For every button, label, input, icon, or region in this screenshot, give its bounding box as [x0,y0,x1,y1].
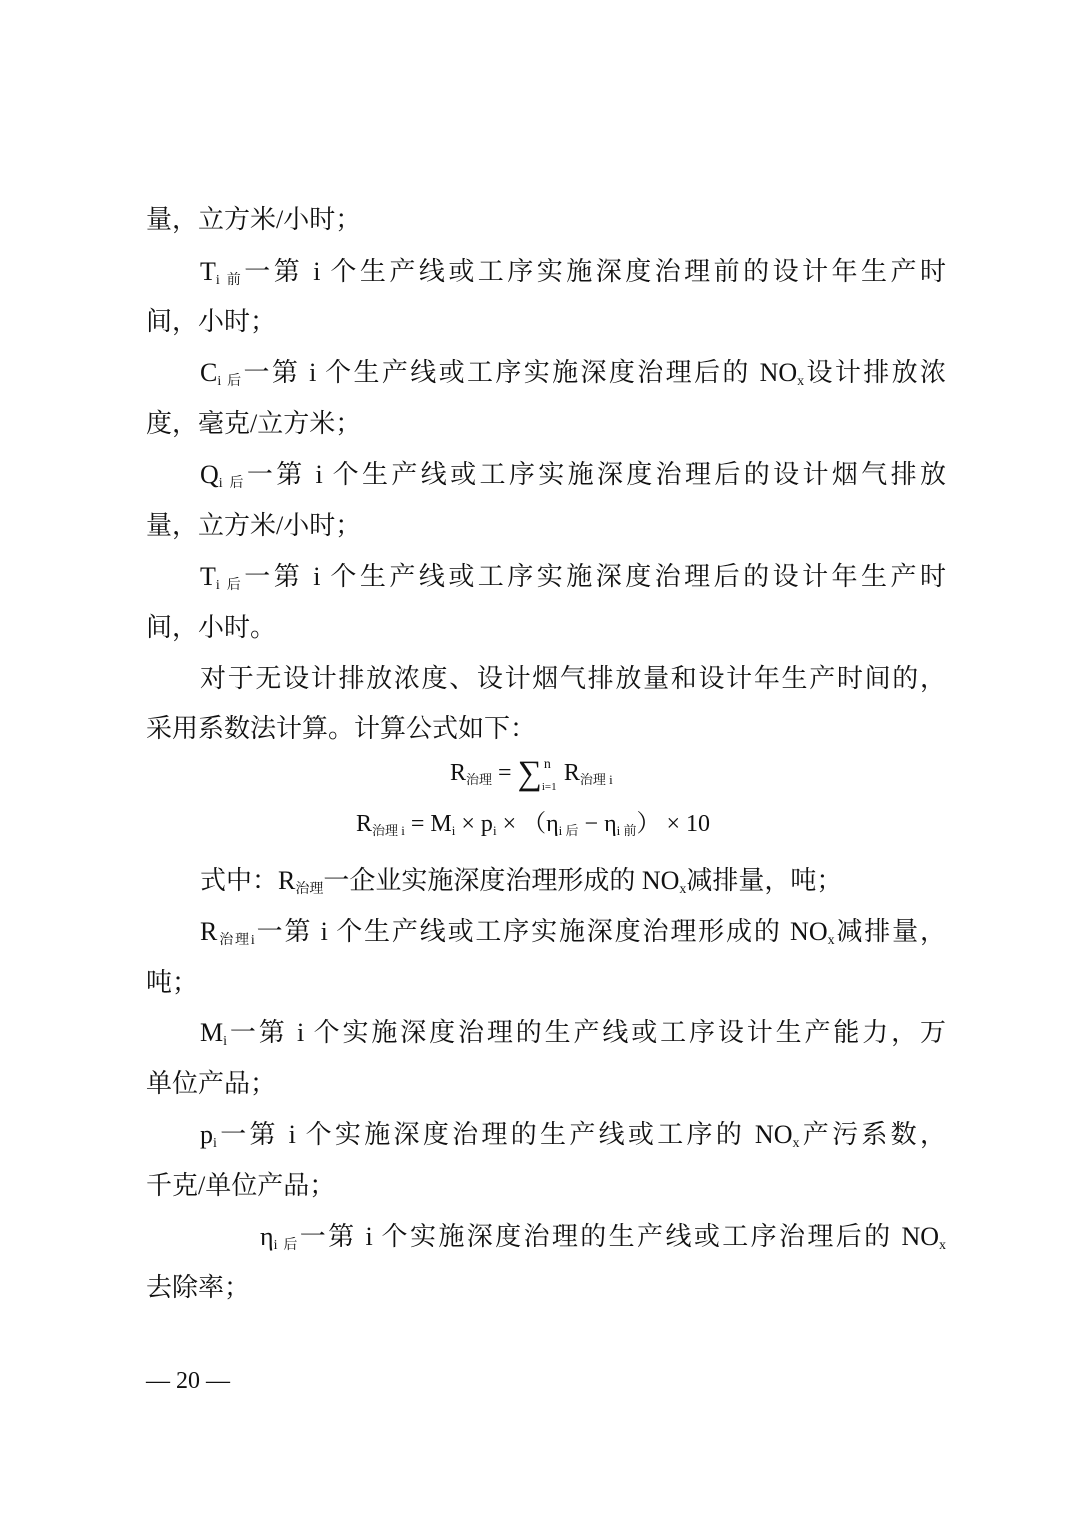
subscript: x [792,1136,800,1151]
text: 一第 i 个实施深度治理的生产线或工序设计生产能力，万 [227,1018,946,1047]
text: 设计排放浓 [804,358,947,387]
text-line [146,203,946,237]
text-line [200,864,946,898]
text-line [200,1118,946,1152]
text: R [450,760,467,786]
text: 一第 i 个生产线或工序实施深度治理后的设计烟气排放 [246,460,947,489]
text: 减排量，吨； [686,866,843,895]
subscript: i 后 [273,1238,300,1253]
text: 一企业实施深度治理形成的 NO [323,866,680,895]
text: − η [578,811,617,837]
subscript: i 后 [217,374,244,389]
text: 量，立方米/小时； [146,205,362,234]
text: 对于无设计排放浓度、设计烟气排放量和设计年生产时间的， [200,664,946,693]
text: × p [455,811,493,837]
text-line [146,1271,946,1305]
subscript: i 后 [218,476,247,491]
text: = [492,760,518,786]
text-line [146,966,946,1000]
subscript: i 后 [215,578,245,593]
text-line [260,1220,946,1254]
text: 采用系数法计算。计算公式如下： [146,714,537,743]
subscript: x [827,933,835,948]
text: R [356,811,373,837]
text: 吨； [146,968,199,997]
text: 间，小时。 [146,613,277,642]
text: p [200,1120,213,1149]
text-line [200,1016,946,1050]
text: 一第 i 个生产线或工序实施深度治理前的设计年生产时 [244,257,946,286]
subscript: x [797,374,805,389]
text: R [563,760,580,786]
text: 一第 i 个实施深度治理的生产线或工序治理后的 NO [299,1222,939,1251]
text-line [146,1169,946,1203]
text: η [260,1222,274,1251]
formula-sum [450,756,613,791]
text: 一第 i 个生产线或工序实施深度治理后的设计年生产时 [244,562,946,591]
subscript: i [213,1136,217,1151]
subscript: 治理 [466,772,493,787]
text-line [200,915,946,949]
text: M [200,1018,224,1047]
subscript: i [451,823,456,838]
text: 量，立方米/小时； [146,511,362,540]
text: R [200,917,218,946]
text: 式中：R [200,866,296,895]
subscript: i [223,1034,228,1049]
text: T [200,257,216,286]
subscript: i 后 [558,823,579,838]
text: 一第 i 个实施深度治理的生产线或工序的 NO [216,1120,793,1149]
text: T [200,562,216,591]
page-number: — 20 — [146,1368,230,1394]
text-line [200,356,946,390]
subscript: 治理i [217,933,255,948]
sum-symbol: ∑ [517,755,542,792]
subscript: 治理 i [372,823,405,838]
text: 度，毫克/立方米； [146,409,362,438]
text: 单位产品； [146,1069,277,1098]
text: 一第 i 个生产线或工序实施深度治理后的 NO [243,358,798,387]
text: ） × 10 [636,811,711,837]
subscript: i 前 [616,823,637,838]
text: Q [200,460,219,489]
subscript: i [492,823,497,838]
text-line [146,407,946,441]
text-line [200,560,946,594]
text-line [146,509,946,543]
text: 千克/单位产品； [146,1171,336,1200]
text-line [146,305,946,339]
text: 去除率； [146,1273,251,1302]
text: 间，小时； [146,307,277,336]
formula-reduction [356,807,710,841]
subscript: 治理 i [579,772,613,787]
text-line [146,1067,946,1101]
text-line [146,712,946,746]
text-line [200,255,946,289]
lower-limit: i=1 [541,781,557,793]
text: 产污系数， [799,1120,946,1149]
text: C [200,358,218,387]
text: 一第 i 个生产线或工序实施深度治理形成的 NO [254,917,828,946]
text-line [146,611,946,645]
subscript: 治理 [295,882,324,897]
subscript: x [939,1238,946,1253]
text: = M [404,811,452,837]
subscript: x [679,882,687,897]
subscript: i 前 [215,273,245,288]
text: 减排量， [834,917,946,946]
text-line [200,662,946,696]
text: × （η [496,811,559,837]
text-line [200,458,946,492]
upper-limit: n [543,757,551,772]
